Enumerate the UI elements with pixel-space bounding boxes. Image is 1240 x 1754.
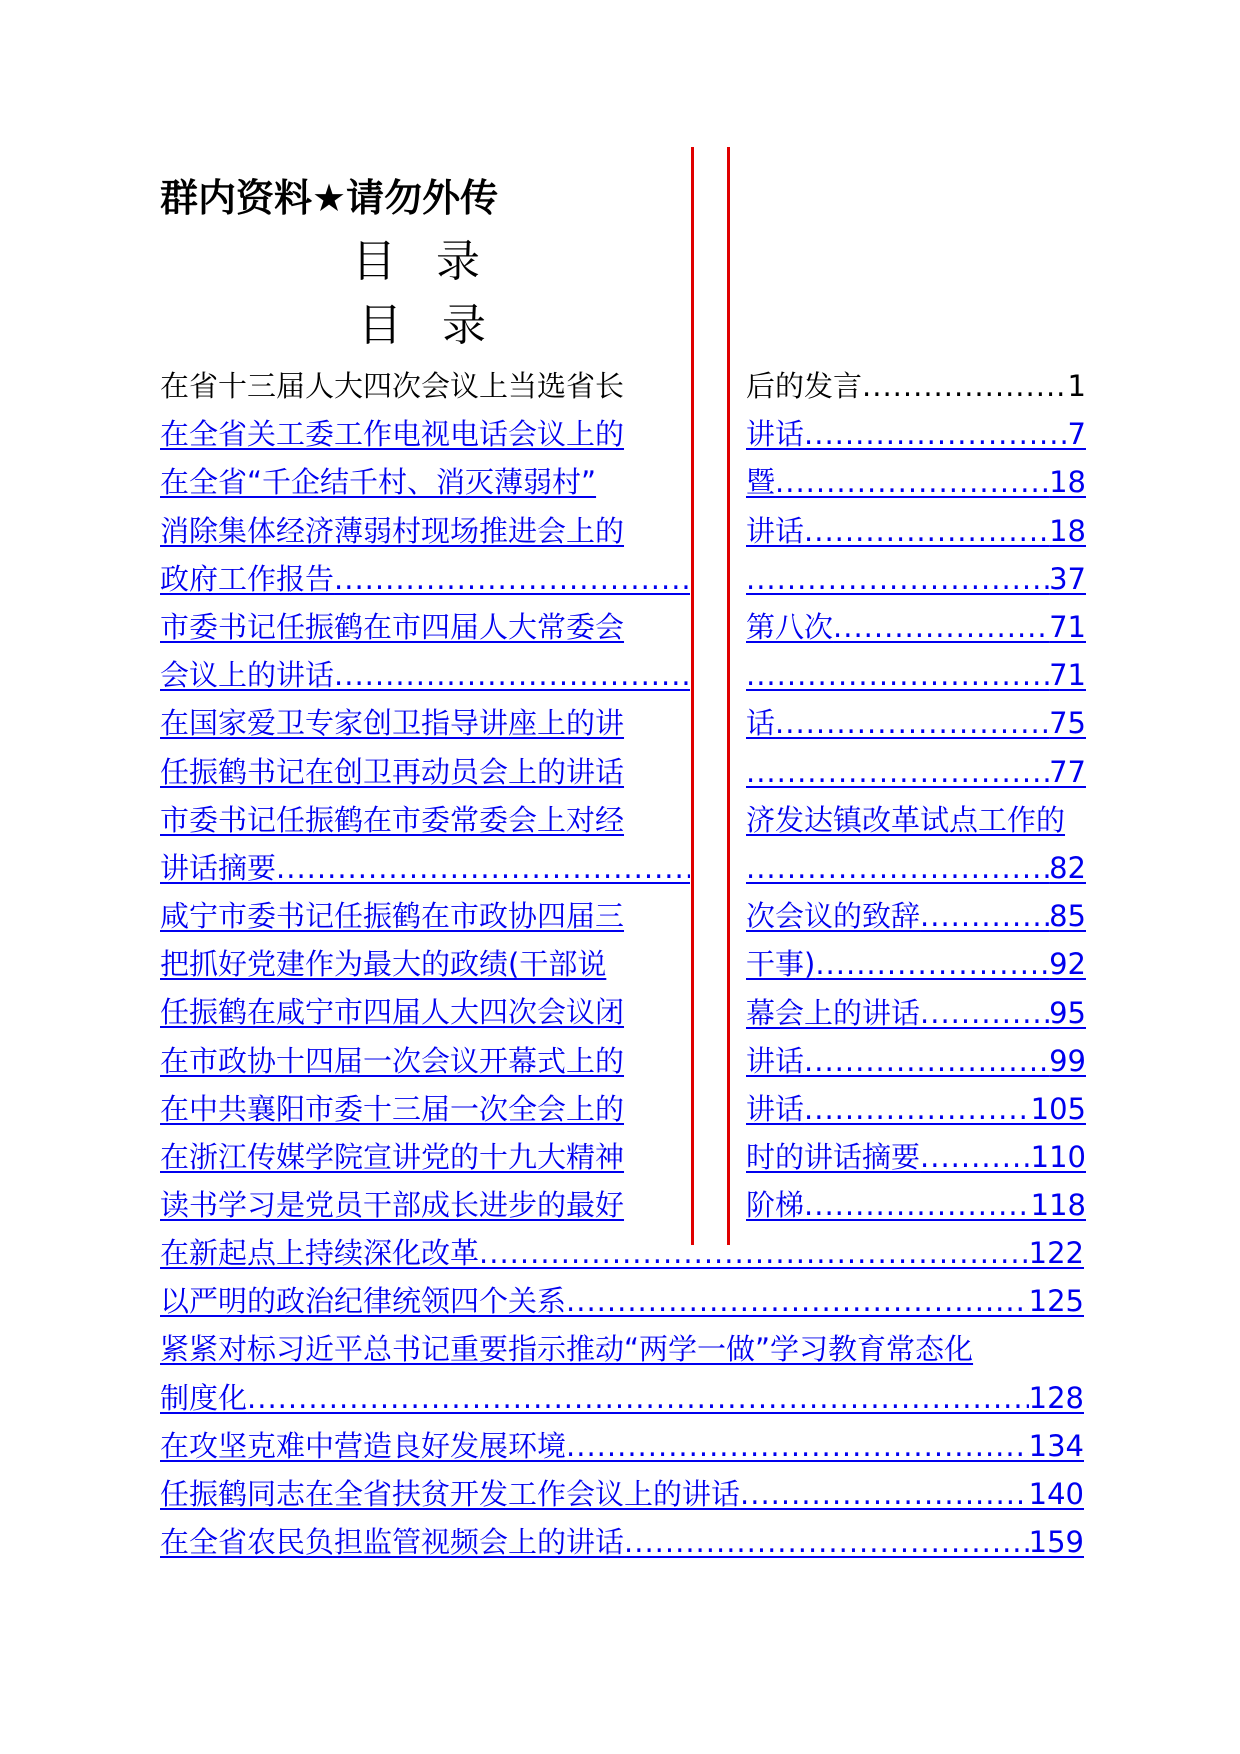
toc-page-number: 134	[1028, 1428, 1084, 1463]
toc-entry	[160, 1133, 690, 1181]
toc-heading-duplicate: 目录	[358, 300, 526, 351]
toc-entry-title: 讲话摘要	[160, 850, 277, 885]
toc-entry-link[interactable]	[746, 410, 1086, 458]
toc-page-number: 159	[1028, 1525, 1084, 1560]
toc-leader-dots	[804, 410, 1068, 458]
toc-entry-link[interactable]	[160, 1229, 1084, 1277]
toc-page-number: 99	[1049, 1043, 1086, 1078]
toc-page-number: 128	[1028, 1380, 1084, 1415]
toc-entry-title: 讲话	[746, 1092, 805, 1127]
toc-leader-dots	[746, 748, 1049, 796]
toc-page-number: 118	[1030, 1188, 1086, 1223]
toc-entry-link[interactable]: 市委书记任振鹤在市委常委会上对经	[160, 802, 625, 837]
toc-page-number: 71	[1049, 610, 1086, 645]
toc-leader-dots	[804, 1085, 1031, 1133]
toc-page-number: 140	[1028, 1477, 1084, 1511]
toc-page-number: 125	[1028, 1284, 1084, 1319]
column-divider-right	[727, 147, 730, 1245]
toc-leader-dots	[740, 1470, 1029, 1518]
toc-page-number: 7	[1067, 417, 1086, 452]
toc-leader-dots	[775, 458, 1049, 506]
toc-right-column	[746, 362, 1096, 1230]
toc-entry-title: 阶梯	[746, 1188, 805, 1223]
toc-entry-title: 制度化	[160, 1380, 248, 1415]
toc-entry-link[interactable]: 消除集体经济薄弱村现场推进会上的	[160, 513, 625, 548]
toc-entry-link[interactable]	[160, 651, 690, 699]
toc-entry	[160, 1037, 690, 1085]
toc-page-number: 18	[1049, 513, 1086, 548]
toc-entry-title: 会议上的讲话	[160, 658, 335, 693]
toc-page-number: 95	[1049, 995, 1086, 1030]
toc-entry-link[interactable]	[746, 940, 1086, 988]
toc-page-number: 18	[1049, 465, 1086, 500]
toc-entry-title: 时的讲话摘要	[746, 1140, 921, 1175]
toc-entry-title: 在新起点上持续深化改革	[160, 1236, 480, 1270]
toc-page-number: 122	[1028, 1236, 1084, 1270]
toc-entry-link[interactable]: 在全省关工委工作电视电话会议上的	[160, 417, 625, 452]
toc-entry-link[interactable]: 在市政协十四届一次会议开幕式上的	[160, 1043, 625, 1078]
toc-page-number: 85	[1049, 899, 1086, 934]
toc-entry	[160, 1085, 690, 1133]
toc-page-number: 82	[1049, 851, 1086, 886]
toc-entry-link[interactable]	[746, 603, 1086, 651]
toc-entry-title: 次会议的致辞	[746, 899, 921, 934]
toc-entry-link[interactable]	[160, 1422, 1084, 1470]
confidential-header: 群内资料★请勿外传	[160, 176, 499, 220]
toc-entry-title: 政府工作报告	[160, 561, 335, 596]
toc-entry-link[interactable]: 紧紧对标习近平总书记重要指示推动“两学一做”学习教育常态化	[160, 1332, 974, 1367]
toc-page-number: 75	[1049, 706, 1086, 741]
column-divider-left	[691, 147, 694, 1245]
toc-leader-dots	[566, 1422, 1029, 1470]
toc-page-number: 77	[1049, 754, 1086, 789]
toc-entry-link[interactable]	[746, 458, 1086, 506]
toc-entry-title: 干事)	[746, 947, 816, 982]
toc-leader-dots	[334, 651, 690, 699]
toc-entry-title: 幕会上的讲话	[746, 995, 921, 1030]
toc-leader-dots	[862, 362, 1068, 410]
toc-leader-dots	[624, 1518, 1029, 1566]
toc-page-number: 105	[1030, 1092, 1086, 1127]
toc-entry-title: 后的发言	[746, 369, 863, 403]
toc-page-number: 1	[1067, 369, 1086, 403]
toc-page-number: 71	[1049, 658, 1086, 693]
toc-leader-dots	[334, 555, 690, 603]
toc-leader-dots	[920, 892, 1049, 940]
toc-entry	[160, 940, 690, 988]
toc-entry	[746, 796, 1096, 844]
toc-entry-title: 在攻坚克难中营造良好发展环境	[160, 1428, 567, 1463]
toc-entry-title: 任振鹤同志在全省扶贫开发工作会议上的讲话	[160, 1477, 741, 1511]
toc-leader-dots	[815, 940, 1049, 988]
toc-entry-link[interactable]: 读书学习是党员干部成长进步的最好	[160, 1188, 625, 1223]
toc-entry	[160, 458, 690, 506]
toc-left-column	[160, 362, 690, 1229]
toc-entry-text	[746, 362, 1086, 410]
toc-leader-dots	[566, 1277, 1029, 1325]
toc-entry-link[interactable]: 咸宁市委书记任振鹤在市政协四届三	[160, 899, 625, 934]
toc-leader-dots	[775, 699, 1049, 747]
toc-entry-link[interactable]: 在全省“千企结千村、消灭薄弱村”	[160, 465, 597, 500]
toc-entry-link[interactable]: 在中共襄阳市委十三届一次全会上的	[160, 1091, 625, 1126]
toc-entry-title: 第八次	[746, 610, 834, 645]
toc-entry-link[interactable]: 市委书记任振鹤在市四届人大常委会	[160, 609, 625, 644]
toc-leader-dots	[479, 1229, 1029, 1277]
toc-leader-dots	[746, 555, 1049, 603]
toc-leader-dots	[276, 844, 690, 892]
toc-entry	[160, 699, 690, 747]
toc-entry-link[interactable]	[746, 844, 1086, 892]
toc-entry	[160, 796, 690, 844]
toc-entry	[160, 507, 690, 555]
toc-entry	[160, 1181, 690, 1229]
toc-entry-link[interactable]	[746, 1085, 1086, 1133]
toc-entry-text: 在省十三届人大四次会议上当选省长	[160, 369, 625, 403]
toc-entry-link[interactable]	[746, 1037, 1086, 1085]
toc-entry-title: 暨	[746, 465, 776, 500]
toc-page-number: 37	[1049, 561, 1086, 596]
toc-entry-link[interactable]	[746, 507, 1086, 555]
toc-entry-title: 以严明的政治纪律统领四个关系	[160, 1284, 567, 1319]
toc-leader-dots	[804, 1181, 1031, 1229]
toc-entry-link[interactable]	[746, 1133, 1086, 1181]
toc-entry	[160, 603, 690, 651]
toc-entry	[160, 988, 690, 1036]
toc-entry-link[interactable]: 把抓好党建作为最大的政绩(干部说	[160, 947, 607, 982]
toc-page-number: 110	[1030, 1140, 1086, 1175]
toc-heading: 目录	[352, 236, 520, 287]
toc-entry-title: 讲话	[746, 417, 805, 452]
toc-entry-link[interactable]	[746, 1181, 1086, 1229]
toc-leader-dots	[804, 507, 1049, 555]
toc-leader-dots	[746, 651, 1049, 699]
toc-entry-link[interactable]	[746, 892, 1086, 940]
toc-entry-link[interactable]	[746, 555, 1086, 603]
toc-entry-link[interactable]	[746, 989, 1086, 1037]
toc-entry-link[interactable]	[160, 1277, 1084, 1325]
toc-entry-link[interactable]: 在浙江传媒学院宣讲党的十九大精神	[160, 1140, 625, 1175]
toc-entry-link[interactable]	[746, 651, 1086, 699]
toc-full-width-list	[160, 1229, 1090, 1566]
toc-entry-link[interactable]	[160, 1470, 1084, 1518]
toc-entry-link[interactable]: 济发达镇改革试点工作的	[746, 802, 1066, 837]
toc-leader-dots	[920, 989, 1049, 1037]
toc-entry-title: 讲话	[746, 1043, 805, 1078]
toc-entry-link[interactable]	[160, 1518, 1084, 1566]
toc-entry-link[interactable]: 任振鹤在咸宁市四届人大四次会议闭	[160, 995, 625, 1030]
toc-entry-link[interactable]	[746, 699, 1086, 747]
toc-entry-link[interactable]: 任振鹤书记在创卫再动员会上的讲话	[160, 754, 625, 789]
toc-entry	[160, 410, 690, 458]
toc-leader-dots	[833, 603, 1049, 651]
toc-entry-link[interactable]	[746, 748, 1086, 796]
toc-leader-dots	[247, 1374, 1029, 1422]
toc-entry-title: 讲话	[746, 513, 805, 548]
toc-entry	[160, 1325, 1090, 1373]
toc-page-number: 92	[1049, 947, 1086, 982]
toc-entry-link[interactable]	[160, 1374, 1084, 1422]
toc-entry-link[interactable]	[160, 555, 690, 603]
toc-leader-dots	[746, 844, 1049, 892]
toc-leader-dots	[920, 1133, 1031, 1181]
toc-entry-title: 话	[746, 706, 776, 741]
toc-leader-dots	[804, 1037, 1049, 1085]
toc-entry	[160, 748, 690, 796]
toc-entry-link[interactable]	[160, 844, 690, 892]
toc-entry-link[interactable]: 在国家爱卫专家创卫指导讲座上的讲	[160, 706, 625, 741]
toc-entry	[160, 892, 690, 940]
toc-entry-title: 在全省农民负担监管视频会上的讲话	[160, 1525, 625, 1560]
